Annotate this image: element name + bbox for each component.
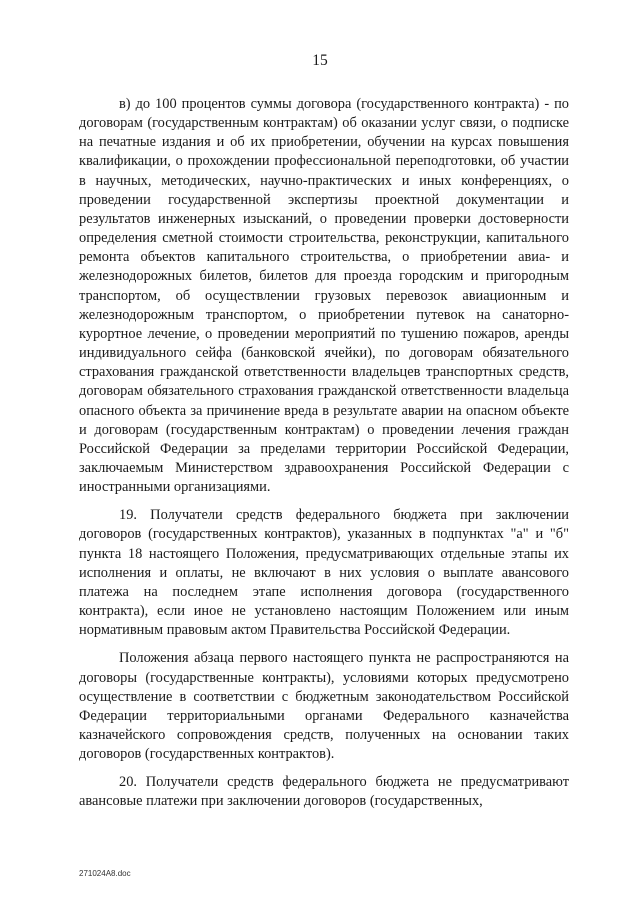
paragraph-item-v: в) до 100 процентов суммы договора (государственного контракта) - по договорам (государственным контрактам) об оказании услуг связи, о подписке на печатные издания и об их приобретении, обучении на курсах повышения квалификации, о прохождении профессиональной переподготовки, об участии в научных, методических, научно-практических и иных конференциях, о проведении государственной экспертизы проектной документации и результатов инженерных изысканий, о проведении проверки достоверности определения сметной стоимости строительства, реконструкции, капитального ремонта объектов капитального строительства, о приобретении авиа- и железнодорожных билетов, билетов для проезда городским и пригородным транспортом, об осуществлении грузовых перевозок авиационным и железнодорожным транспортом, о приобретении путевок на санаторно-курортное лечение, о проведении мероприятий по тушению пожаров, аренды индивидуального сейфа (банковской ячейки), по договорам обязательного страхования гражданской ответственности владельцев транспортных средств, договорам обязательного страхования гражданской ответственности владельца опасного объекта за причинение вреда в результате аварии на опасном объекте и договорам (государственным контрактам) о проведении лечения граждан Российской Федерации за пределами территории Российской Федерации, заключаемым Министерством здравоохранения Российской Федерации с иностранными организациями.	[79, 96, 569, 496]
footer-filename: 271024A8.doc	[79, 869, 131, 878]
paragraph-19-abzac-2: Положения абзаца первого настоящего пункта не распространяются на договоры (государственные контракты), условиями которых предусмотрено осуществление в соответствии с бюджетным законодательством Российской Федерации территориальными органами Федерального казначейства казначейского сопровождения средств, полученных на основании таких договоров (государственных контрактов).	[79, 650, 569, 763]
page-number: 15	[312, 52, 328, 69]
paragraph-19: 19. Получатели средств федерального бюджета при заключении договоров (государственных контрактов), указанных в подпунктах "а" и "б" пункта 18 настоящего Положения, предусматривающих отдельные этапы их исполнения и оплаты, не включают в них условия о выплате авансового платежа на последнем этапе исполнения договора (государственного контракта), если иное не установлено настоящим Положением или иным нормативным правовым актом Правительства Российской Федерации.	[79, 507, 569, 639]
document-body	[79, 95, 569, 812]
paragraph-20: 20. Получатели средств федерального бюджета не предусматривают авансовые платежи при заключении договоров (государственных,	[79, 774, 569, 810]
